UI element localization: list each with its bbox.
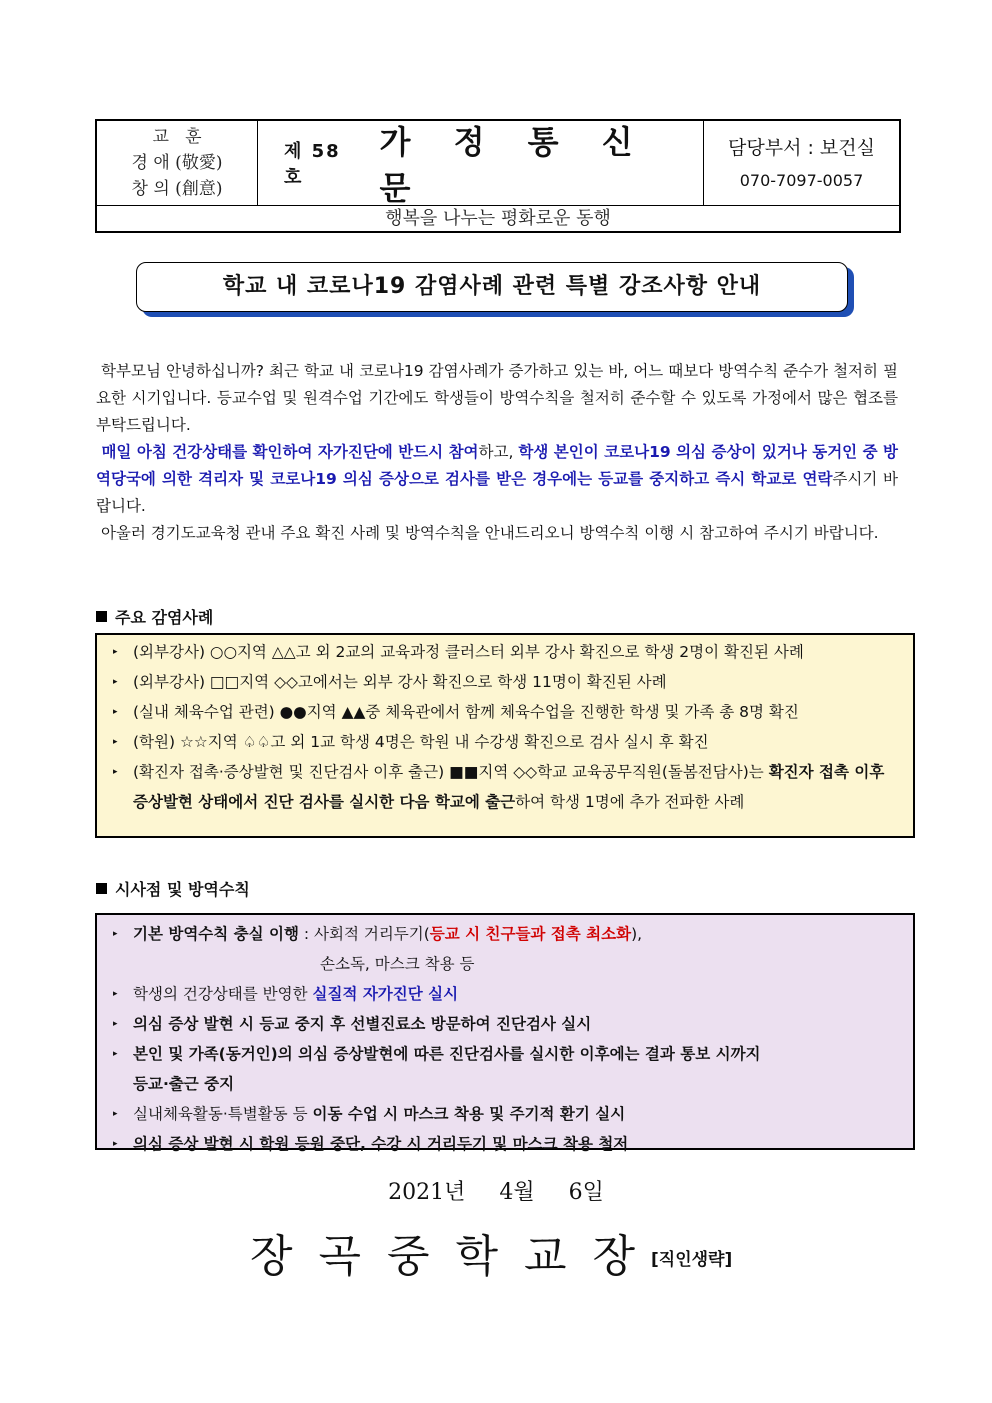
list-item: [97, 667, 913, 697]
newsletter-name: 가 정 통 신 문: [379, 123, 649, 207]
list-item: [97, 1009, 913, 1039]
list-item-text: (실내 체육수업 관련) ●●지역 ▲▲중 체육관에서 함께 체육수업을 진행한 학생 및 가족 총 8명 확진: [133, 703, 799, 721]
list-item-text: (학원) ☆☆지역 ♤♤고 외 1교 학생 4명은 학원 내 수강생 확진으로 검사 실시 후 확진: [133, 733, 709, 751]
list-item-emphasis: 이동 수업 시 마스크 착용 및 주기적 환기 실시: [312, 1105, 626, 1123]
list-item: [97, 697, 913, 727]
bullet-icon: ▸: [113, 707, 118, 717]
bullet-icon: ▸: [113, 677, 118, 687]
list-item-text: 의심 증상 발현 시 학원 등원 중단, 수강 시 거리두기 및 마스크 착용 철저: [133, 1135, 629, 1153]
intro-emphasis-1: 매일 아침 건강상태를 확인하여 자가진단에 반드시 참여: [96, 443, 479, 461]
phone-number: 070-7097-0057: [739, 171, 864, 190]
list-item-text: (외부강사) ○○지역 △△고 외 2교의 교육과정 클러스터 외부 강사 확진으로 학생 2명이 확진된 사례: [133, 643, 804, 661]
bullet-icon: ▸: [113, 989, 118, 999]
list-item: [97, 637, 913, 667]
bullet-icon: ▸: [113, 1049, 118, 1059]
list-item: [97, 1039, 913, 1069]
principal-signature: 장곡중학교장: [250, 1231, 662, 1282]
intro-text: [96, 358, 903, 547]
header-top-row: [97, 121, 899, 206]
cases-box: [95, 633, 915, 838]
motto-line-1: 경 애 (敬愛): [131, 153, 223, 173]
newsletter-header: [95, 119, 901, 233]
list-item-highlight: 실질적 자가진단 실시: [312, 985, 459, 1003]
guidelines-box: [95, 913, 915, 1153]
section-title-cases: [96, 605, 213, 628]
bullet-icon: ▸: [113, 737, 118, 747]
bullet-icon: ▸: [113, 647, 118, 657]
list-item: [97, 1129, 913, 1159]
issue-date: 2021년 4월 6일: [388, 1180, 604, 1205]
department-info: [704, 121, 899, 205]
bullet-icon: ▸: [113, 1139, 118, 1149]
issue-number: 제 58 호: [284, 141, 341, 188]
intro-emphasis-2: 학생 본인이 코로나19 의심 증상이 있거나 동거인 중 방역당국에 의한 격리자 및 코로나19 의심 증상으로 검사를 받은 경우에는 등교를 중지하고 즉시 학교로 연락: [96, 443, 898, 488]
bullet-icon: ▸: [113, 929, 118, 939]
newsletter-title: [258, 121, 704, 205]
department: 담당부서 : 보건실: [728, 137, 875, 159]
list-item: [97, 757, 913, 817]
list-item-text: (외부강사) □□지역 ◇◇고에서는 외부 강사 확진으로 학생 11명이 확진된 사례: [133, 673, 667, 691]
list-item-continuation: [97, 1069, 913, 1099]
list-item-text: 실내체육활동·특별활동 등: [133, 1105, 313, 1123]
motto-line-2: 창 의 (創意): [131, 179, 223, 199]
list-item: [97, 1099, 913, 1129]
school-slogan: 행복을 나누는 평화로운 동행: [385, 208, 611, 229]
motto-label: 교 훈: [152, 127, 202, 147]
page-title: 학교 내 코로나19 감염사례 관련 특별 강조사항 안내: [136, 262, 848, 312]
section-title-text: 주요 감염사례: [115, 608, 214, 627]
list-item-text: 등교·출근 중지: [133, 1075, 235, 1093]
list-item-emphasis: 확진자 접촉 이후 증상발현 상태에서 진단 검사를 실시한 다음 학교에 출근: [133, 763, 885, 811]
bullet-icon: ▸: [113, 767, 118, 777]
list-item-text: 의심 증상 발현 시 등교 중지 후 선별진료소 방문하여 진단검사 실시: [133, 1015, 592, 1033]
intro-text-2d: 주시기 바랍니다.: [96, 470, 898, 515]
square-bullet-icon: [96, 883, 107, 894]
list-item-text: 본인 및 가족(동거인)의 의심 증상발현에 따른 진단검사를 실시한 이후에는 결과 통보 시까지: [133, 1045, 761, 1063]
list-item-text: 하여 학생 1명에 추가 전파한 사례: [515, 793, 745, 811]
list-item: [97, 979, 913, 1009]
list-item-text: 학생의 건강상태를 반영한: [133, 985, 313, 1003]
intro-paragraph-3: 아울러 경기도교육청 관내 주요 확진 사례 및 방역수칙을 안내드리오니 방역수칙 이행 시 참고하여 주시기 바랍니다.: [96, 524, 879, 542]
intro-paragraph-2: [96, 439, 898, 520]
list-item-text: ),: [631, 925, 643, 943]
bullet-icon: ▸: [113, 1109, 118, 1119]
section-title-text: 시사점 및 방역수칙: [115, 880, 250, 899]
intro-text-2b: 하고,: [478, 443, 519, 461]
list-item-text: (확진자 접촉·증상발현 및 진단검사 이후 출근) ■■지역 ◇◇학교 교육공무직원(돌봄전담사)는: [133, 763, 769, 781]
list-item-emphasis: 기본 방역수칙 충실 이행: [133, 925, 299, 943]
square-bullet-icon: [96, 611, 107, 622]
list-item-continuation: 손소독, 마스크 착용 등: [320, 955, 475, 973]
seal-note: [직인생략]: [651, 1250, 733, 1270]
list-item: [97, 919, 913, 949]
list-item-text: : 사회적 거리두기(: [298, 925, 430, 943]
section-title-guidelines: [96, 877, 250, 900]
list-item-highlight: 등교 시 친구들과 접촉 최소화: [429, 925, 632, 943]
bullet-icon: ▸: [113, 1019, 118, 1029]
intro-paragraph-1: 학부모님 안녕하십니까? 최근 학교 내 코로나19 감염사례가 증가하고 있는 바, 어느 때보다 방역수칙 준수가 철저히 필요한 시기입니다. 등교수업 및 원격수업 기간에도 학생들이 방역수칙을 철저히 준수할 수 있도록 가정에서 많은 협조를 부탁드립니다.: [96, 362, 903, 434]
list-item: [97, 727, 913, 757]
school-motto: [97, 121, 258, 205]
